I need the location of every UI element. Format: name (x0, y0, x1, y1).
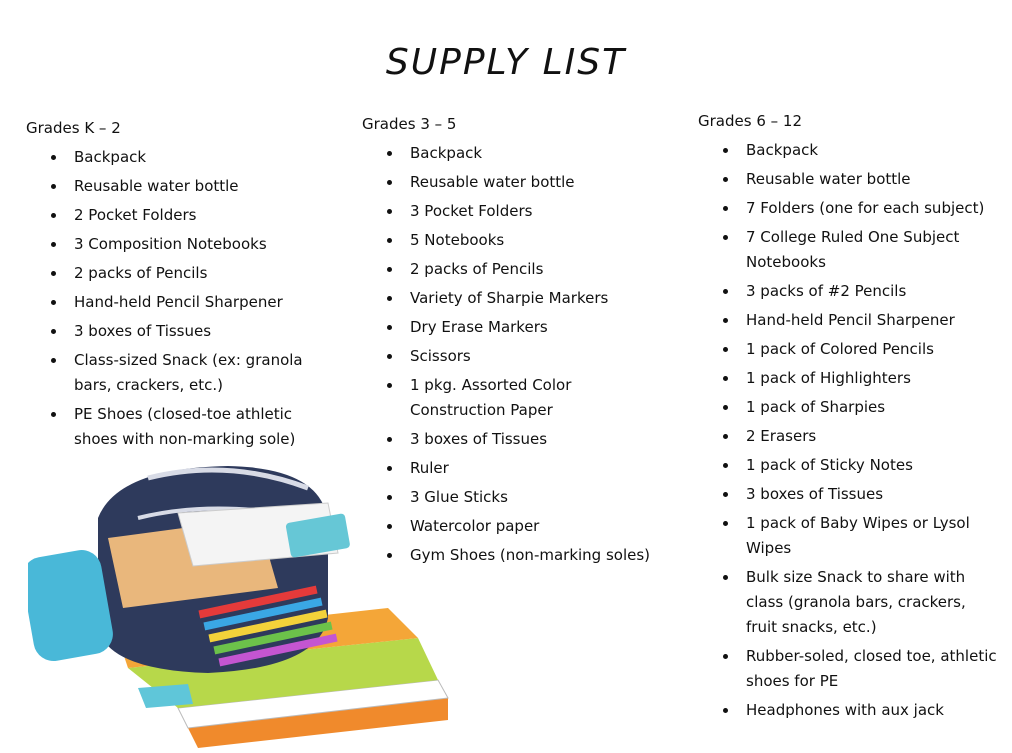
bullet-icon (51, 242, 56, 247)
list-item-text: 3 Composition Notebooks (74, 235, 267, 253)
bullet-icon (387, 354, 392, 359)
list-item (26, 348, 316, 398)
bullet-icon (723, 376, 728, 381)
list-item-text: Backpack (746, 141, 819, 159)
bullet-icon (51, 412, 56, 417)
bullet-icon (723, 235, 728, 240)
list-item-text: 3 Glue Sticks (410, 488, 508, 506)
list-item-text: Variety of Sharpie Markers (410, 289, 609, 307)
bullet-icon (387, 383, 392, 388)
list-item (698, 511, 998, 561)
list-item (362, 286, 662, 311)
backpack-supplies-illustration (28, 458, 458, 748)
bullet-icon (387, 209, 392, 214)
list-item-text: 7 College Ruled One Subject Notebooks (746, 228, 960, 271)
bullet-icon (51, 184, 56, 189)
list-item (362, 427, 662, 452)
list-item (698, 337, 998, 362)
list-item-text: 5 Notebooks (410, 231, 505, 249)
list-item-text: PE Shoes (closed-toe athletic shoes with non-marking sole) (74, 405, 296, 448)
list-item (362, 199, 662, 224)
list-item (698, 167, 998, 192)
list-item-text: 3 packs of #2 Pencils (746, 282, 907, 300)
list-item-text: Reusable water bottle (74, 177, 239, 195)
list-item (362, 170, 662, 195)
column-heading: Grades 6 – 12 (698, 112, 802, 130)
bullet-icon (723, 521, 728, 526)
bullet-icon (723, 463, 728, 468)
list-item-text: 1 pack of Colored Pencils (746, 340, 934, 358)
list-item-text: Hand-held Pencil Sharpener (746, 311, 955, 329)
list-item (26, 145, 316, 170)
bullet-icon (51, 155, 56, 160)
list-item-text: 3 Pocket Folders (410, 202, 533, 220)
list-item (698, 482, 998, 507)
list-item-text: Scissors (410, 347, 471, 365)
column-heading: Grades 3 – 5 (362, 115, 457, 133)
list-item (26, 402, 316, 452)
list-item-text: 2 Erasers (746, 427, 817, 445)
list-item-text: 2 packs of Pencils (74, 264, 208, 282)
bullet-icon (387, 296, 392, 301)
list-item (698, 225, 998, 275)
bullet-icon (723, 492, 728, 497)
list-item-text: 1 pack of Sticky Notes (746, 456, 913, 474)
list-item-text: Reusable water bottle (410, 173, 575, 191)
list-item (698, 366, 998, 391)
list-item (26, 290, 316, 315)
list-item-text: 2 Pocket Folders (74, 206, 197, 224)
list-item-text: Rubber-soled, closed toe, athletic shoes for PE (746, 647, 997, 690)
list-item (26, 261, 316, 286)
bullet-icon (51, 329, 56, 334)
list-item (698, 308, 998, 333)
supply-list (26, 145, 316, 452)
list-item (362, 141, 662, 166)
page-title: SUPPLY LIST (385, 42, 627, 84)
bullet-icon (51, 358, 56, 363)
list-item-text: 3 boxes of Tissues (74, 322, 212, 340)
list-item-text: 1 pack of Sharpies (746, 398, 886, 416)
bullet-icon (723, 654, 728, 659)
bullet-icon (723, 206, 728, 211)
bullet-icon (723, 347, 728, 352)
list-item-text: Hand-held Pencil Sharpener (74, 293, 283, 311)
bullet-icon (387, 437, 392, 442)
list-item-text: Ruler (410, 459, 449, 477)
column-grades-6-12 (698, 112, 998, 727)
list-item-text: Headphones with aux jack (746, 701, 944, 719)
bullet-icon (51, 300, 56, 305)
bullet-icon (387, 325, 392, 330)
list-item (26, 232, 316, 257)
list-item-text: 1 pack of Baby Wipes or Lysol Wipes (746, 514, 970, 557)
supply-list (698, 138, 998, 723)
bullet-icon (723, 575, 728, 580)
list-item (698, 453, 998, 478)
bullet-icon (723, 434, 728, 439)
list-item-text: 2 packs of Pencils (410, 260, 544, 278)
list-item-text: Bulk size Snack to share with class (granola bars, crackers, fruit snacks, etc.) (746, 568, 966, 636)
list-item (698, 138, 998, 163)
bullet-icon (387, 267, 392, 272)
list-item (26, 174, 316, 199)
list-item-text: 7 Folders (one for each subject) (746, 199, 985, 217)
column-grades-k-2 (26, 119, 316, 456)
bullet-icon (387, 180, 392, 185)
list-item-text: 1 pack of Highlighters (746, 369, 911, 387)
bullet-icon (51, 213, 56, 218)
list-item (698, 196, 998, 221)
bullet-icon (723, 148, 728, 153)
list-item (362, 373, 662, 423)
list-item-text: 3 boxes of Tissues (410, 430, 548, 448)
bullet-icon (723, 405, 728, 410)
bullet-icon (51, 271, 56, 276)
list-item (698, 644, 998, 694)
list-item-text: Class-sized Snack (ex: granola bars, crackers, etc.) (74, 351, 303, 394)
column-heading: Grades K – 2 (26, 119, 121, 137)
list-item (362, 228, 662, 253)
list-item (698, 279, 998, 304)
list-item (698, 698, 998, 723)
list-item (362, 344, 662, 369)
list-item (362, 257, 662, 282)
list-item-text: Dry Erase Markers (410, 318, 548, 336)
list-item (698, 395, 998, 420)
list-item (26, 203, 316, 228)
bullet-icon (387, 238, 392, 243)
bullet-icon (387, 151, 392, 156)
bullet-icon (723, 177, 728, 182)
list-item-text: Gym Shoes (non-marking soles) (410, 546, 651, 564)
bullet-icon (723, 708, 728, 713)
list-item-text: 1 pkg. Assorted Color Construction Paper (410, 376, 572, 419)
list-item-text: Backpack (410, 144, 483, 162)
list-item-text: Backpack (74, 148, 147, 166)
list-item-text: 3 boxes of Tissues (746, 485, 884, 503)
list-item (698, 565, 998, 640)
list-item (698, 424, 998, 449)
list-item (362, 315, 662, 340)
bullet-icon (723, 318, 728, 323)
list-item-text: Watercolor paper (410, 517, 540, 535)
bullet-icon (723, 289, 728, 294)
list-item-text: Reusable water bottle (746, 170, 911, 188)
list-item (26, 319, 316, 344)
